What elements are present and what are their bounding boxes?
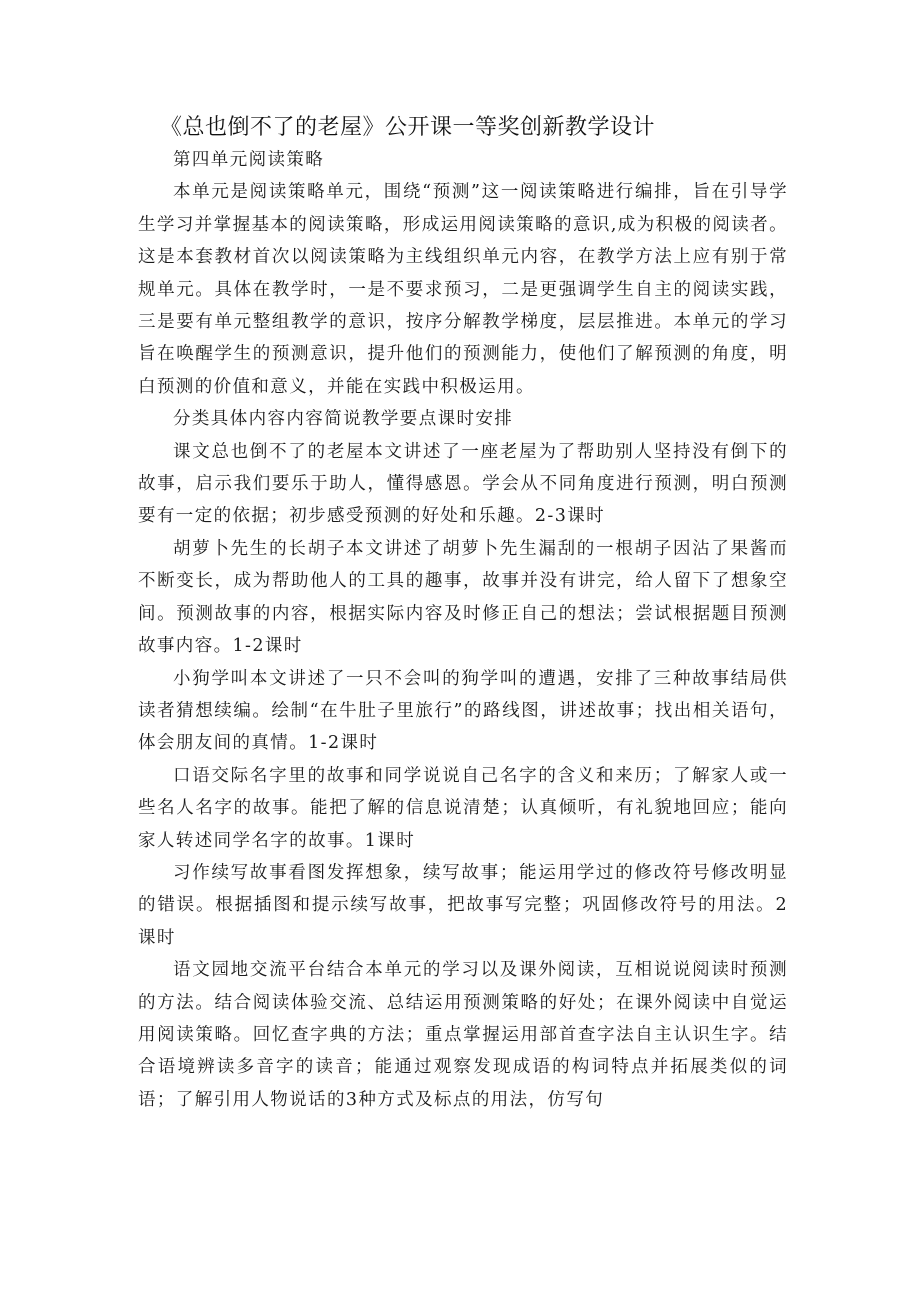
- document-title: 《总也倒不了的老屋》公开课一等奖创新教学设计: [160, 115, 656, 140]
- lesson-old-house-paragraph: 课文总也倒不了的老屋本文讲述了一座老屋为了帮助别人坚持没有倒下的故事，启示我们要乐于助人，懂得感恩。学会从不同角度进行预测，明白预测要有一定的依据；初步感受预测的好处和乐趣。2-3课时: [138, 441, 788, 527]
- table-header-row: 分类具体内容内容简说教学要点课时安排: [173, 409, 514, 430]
- lesson-puppy-bark-paragraph: 小狗学叫本文讲述了一只不会叫的狗学叫的遭遇，安排了三种故事结局供读者猜想续编。绘制“在牛肚子里旅行”的路线图，讲述故事；找出相关语句，体会朋友间的真情。1-2课时: [138, 668, 788, 754]
- lesson-carrot-beard-paragraph: 胡萝卜先生的长胡子本文讲述了胡萝卜先生漏刮的一根胡子因沾了果酱而不断变长，成为帮助他人的工具的趣事，故事并没有讲完，给人留下了想象空间。预测故事的内容，根据实际内容及时修正自己的想法；尝试根据题目预测故事内容。1-2课时: [138, 538, 788, 657]
- language-garden-paragraph: 语文园地交流平台结合本单元的学习以及课外阅读，互相说说阅读时预测的方法。结合阅读体验交流、总结运用预测策略的好处；在课外阅读中自觉运用阅读策略。回忆查字典的方法；重点掌握运用部首查字法自主认识生字。结合语境辨读多音字的读音；能通过观察发现成语的构词特点并拓展类似的词语；了解引用人物说话的3种方式及标点的用法，仿写句: [138, 960, 788, 1110]
- unit-overview-paragraph: 本单元是阅读策略单元，围绕“预测”这一阅读策略进行编排，旨在引导学生学习并掌握基本的阅读策略，形成运用阅读策略的意识,成为积极的阅读者。这是本套教材首次以阅读策略为主线组织单元内容，在教学方法上应有别于常规单元。具体在教学时，一是不要求预习，二是更强调学生自主的阅读实践，三是要有单元整组教学的意识，按序分解教学梯度，层层推进。本单元的学习旨在唤醒学生的预测意识，提升他们的预测能力，使他们了解预测的角度，明白预测的价值和意义，并能在实践中积极运用。: [138, 182, 788, 397]
- unit-heading: 第四单元阅读策略: [173, 150, 325, 170]
- writing-paragraph: 习作续写故事看图发挥想象，续写故事；能运用学过的修改符号修改明显的错误。根据插图和提示续写故事，把故事写完整；巩固修改符号的用法。2课时: [138, 862, 788, 948]
- oral-communication-paragraph: 口语交际名字里的故事和同学说说自己名字的含义和来历；了解家人或一些名人名字的故事。能把了解的信息说清楚；认真倾听，有礼貌地回应；能向家人转述同学名字的故事。1课时: [138, 765, 788, 851]
- document-body: [138, 144, 788, 1116]
